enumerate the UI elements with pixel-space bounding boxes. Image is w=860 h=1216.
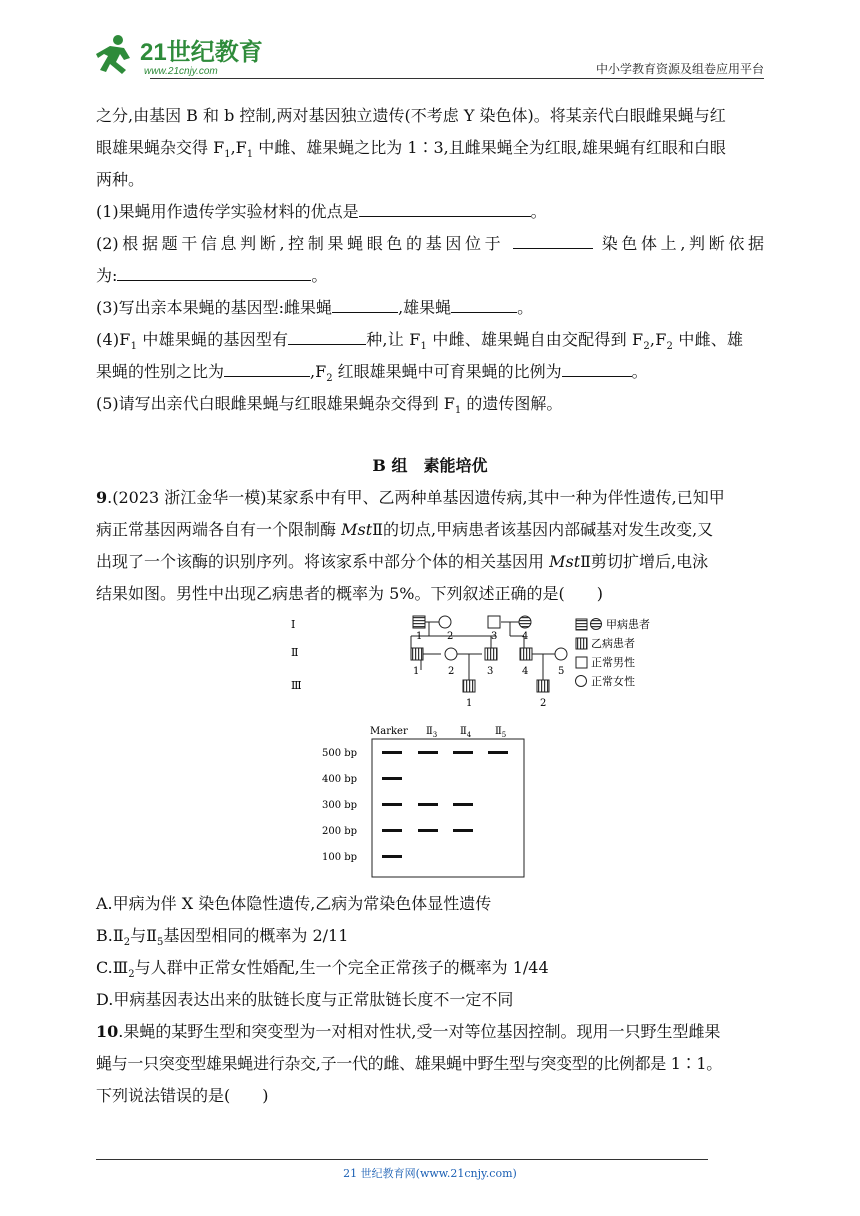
lane-label-ii3: $Ⅱ_3$ xyxy=(426,726,438,739)
size-label-400: 400 bp xyxy=(322,774,358,785)
svg-text:正常男性: 正常男性 xyxy=(591,656,635,669)
gen-label-1: Ⅰ xyxy=(291,618,296,631)
answer-blank[interactable] xyxy=(513,230,593,249)
q8-line-3: 两种。 xyxy=(96,170,145,189)
q9-line-1: 9.(2023 浙江金华一模)某家系中有甲、乙两种单基因遗传病,其中一种为伴性遗传,已知甲 xyxy=(96,488,725,507)
header-tagline: 中小学教育资源及组卷应用平台 xyxy=(595,62,764,76)
answer-blank[interactable] xyxy=(117,262,311,281)
q8-line-1: 之分,由基因 B 和 b 控制,两对基因独立遗传(不考虑 Y 染色体)。将某亲代白眼雌果蝇与红 xyxy=(96,106,726,125)
answer-blank[interactable] xyxy=(288,326,366,345)
svg-text:2: 2 xyxy=(448,666,455,677)
pedigree-legend xyxy=(576,617,651,688)
footer-text[interactable]: 21 世纪教育网(www.21cnjy.com) xyxy=(343,1167,517,1180)
gel-electrophoresis xyxy=(322,724,542,879)
q8-sub-1: (1)果蝇用作遗传学实验材料的优点是 。 xyxy=(96,196,764,228)
band-marker-100 xyxy=(382,855,402,858)
size-label-300: 300 bp xyxy=(322,800,358,811)
svg-text:正常女性: 正常女性 xyxy=(591,675,635,688)
q8-sub-5: (5)请写出亲代白眼雌果蝇与红眼雄果蝇杂交得到 $F_1$ 的遗传图解。 xyxy=(96,394,563,417)
svg-text:甲病患者: 甲病患者 xyxy=(606,618,650,631)
band-marker-500 xyxy=(382,751,402,754)
band-marker-300 xyxy=(382,803,402,806)
svg-text:3: 3 xyxy=(491,631,498,642)
size-label-100: 100 bp xyxy=(322,852,358,863)
svg-text:4: 4 xyxy=(522,666,529,677)
svg-text:2: 2 xyxy=(447,631,454,642)
lane-label-marker: Marker xyxy=(370,726,408,737)
header-divider xyxy=(150,78,764,79)
lane-label-ii4: $Ⅱ_4$ xyxy=(460,726,472,739)
q8-sub-2-cont: 为: 。 xyxy=(96,260,764,292)
svg-text:1: 1 xyxy=(416,631,423,642)
q8-sub-3: (3)写出亲本果蝇的基因型:雌果蝇 ,雄果蝇 。 xyxy=(96,292,764,324)
svg-text:5: 5 xyxy=(558,666,565,677)
svg-text:2: 2 xyxy=(540,698,547,709)
band-ii4-200 xyxy=(453,829,473,832)
answer-blank[interactable] xyxy=(562,358,632,377)
lane-label-ii5: $Ⅱ_5$ xyxy=(495,726,507,739)
q9-figure xyxy=(96,614,764,882)
section-b-title: B 组 素能培优 xyxy=(372,456,488,475)
svg-text:乙病患者: 乙病患者 xyxy=(591,637,635,650)
answer-blank[interactable] xyxy=(332,294,398,313)
option-d[interactable]: D.甲病基因表达出来的肽链长度与正常肽链长度不一定不同 xyxy=(96,990,514,1009)
pedigree-chart xyxy=(286,614,686,714)
gen-label-2: Ⅱ xyxy=(291,646,299,659)
band-marker-200 xyxy=(382,829,402,832)
band-ii3-300 xyxy=(418,803,438,806)
option-c[interactable]: $C.Ⅲ_2$与人群中正常女性婚配,生一个完全正常孩子的概率为 1/44 xyxy=(96,958,549,981)
logo-text: 21世纪教育 xyxy=(140,39,263,66)
page-header xyxy=(96,30,764,80)
q10-line-1: 10.果蝇的某野生型和突变型为一对相对性状,受一对等位基因控制。现用一只野生型雌果 xyxy=(96,1022,721,1041)
svg-text:3: 3 xyxy=(487,666,494,677)
band-ii4-500 xyxy=(453,751,473,754)
answer-blank[interactable] xyxy=(359,198,531,217)
q9-line-4: 结果如图。男性中出现乙病患者的概率为 5%。下列叙述正确的是( ) xyxy=(96,584,603,603)
band-ii4-300 xyxy=(453,803,473,806)
answer-blank[interactable] xyxy=(224,358,310,377)
page-content xyxy=(96,100,764,1112)
q8-sub-2: (2)根据题干信息判断,控制果蝇眼色的基因位于 染色体上,判断依据 xyxy=(96,228,764,260)
svg-text:4: 4 xyxy=(522,631,529,642)
q9-line-2: 病正常基因两端各自有一个限制酶 MstⅡ的切点,甲病患者该基因内部碱基对发生改变,又 xyxy=(96,520,714,539)
answer-blank[interactable] xyxy=(451,294,517,313)
svg-text:1: 1 xyxy=(466,698,473,709)
q8-sub-4: $(4)F_1$ 中雄果蝇的基因型有 种,让 $F_1$ 中雌、雄果蝇自由交配得到 $F_2,F_2$ 中雌、雄 xyxy=(96,324,764,356)
option-a[interactable]: A.甲病为伴 X 染色体隐性遗传,乙病为常染色体显性遗传 xyxy=(96,894,492,913)
site-logo xyxy=(96,32,266,78)
q8-sub-4-cont: 果蝇的性别之比为 $,F_2$ 红眼雄果蝇中可育果蝇的比例为 。 xyxy=(96,356,764,388)
q10-line-2: 蝇与一只突变型雄果蝇进行杂交,子一代的雌、雄果蝇中野生型与突变型的比例都是 1∶1。 xyxy=(96,1054,722,1073)
footer-divider xyxy=(96,1159,708,1160)
q9-line-3: 出现了一个该酶的识别序列。将该家系中部分个体的相关基因用 MstⅡ剪切扩增后,电泳 xyxy=(96,552,709,571)
logo-url: www.21cnjy.com xyxy=(144,66,218,77)
q8-line-2: 眼雄果蝇杂交得 $F_1,F_1$ 中雌、雄果蝇之比为 1∶3,且雌果蝇全为红眼,雄果蝇有红眼和白眼 xyxy=(96,138,726,161)
size-label-500: 500 bp xyxy=(322,748,358,759)
band-ii5-500 xyxy=(488,751,508,754)
gen-label-3: Ⅲ xyxy=(291,679,302,692)
q10-line-3: 下列说法错误的是( ) xyxy=(96,1086,269,1105)
band-marker-400 xyxy=(382,777,402,780)
svg-text:1: 1 xyxy=(413,666,420,677)
band-ii3-500 xyxy=(418,751,438,754)
band-ii3-200 xyxy=(418,829,438,832)
size-label-200: 200 bp xyxy=(322,826,358,837)
option-b[interactable]: $B.Ⅱ_2$与$Ⅱ_5$基因型相同的概率为 2/11 xyxy=(96,926,349,949)
